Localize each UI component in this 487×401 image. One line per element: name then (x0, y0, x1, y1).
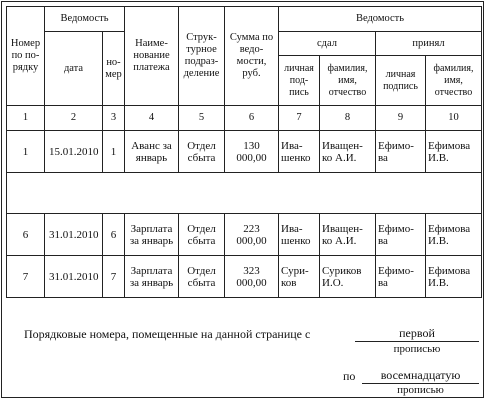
header-payment: Наиме-нование платежа (125, 7, 179, 106)
cell-sign-gave: Ива-шенко (279, 131, 320, 173)
col-number: 9 (376, 106, 426, 131)
cell-name-gave: Иващен-ко А.И. (320, 214, 376, 256)
col-number: 10 (426, 106, 482, 131)
cell-num: 6 (7, 214, 45, 256)
header-sign-gave: личная под-пись (279, 56, 320, 106)
cell-sign-received: Ефимо-ва (376, 131, 426, 173)
cell-sum: 323 000,00 (225, 256, 279, 298)
table-row (7, 256, 482, 298)
cell-date: 15.01.2010 (45, 131, 103, 173)
col-number: 7 (279, 106, 320, 131)
cell-sign-received: Ефимо-ва (376, 214, 426, 256)
footer-text: Порядковые номера, помещенные на данной странице с (24, 327, 311, 341)
col-number: 4 (125, 106, 179, 131)
ledger-table (6, 6, 482, 298)
col-number: 3 (103, 106, 125, 131)
cell-payment: Зарплата за январь (125, 214, 179, 256)
footer-to-hint: прописью (397, 384, 444, 396)
footer-to-label: по (343, 369, 356, 383)
footer-from-hint: прописью (393, 343, 441, 355)
header-received: принял (376, 32, 482, 56)
col-number: 8 (320, 106, 376, 131)
header-vedomost-2: Ведомость (279, 7, 482, 32)
header-num: Номер по по-рядку (7, 7, 45, 106)
header-date: дата (45, 32, 103, 106)
cell-sum: 223 000,00 (225, 214, 279, 256)
footer-to-value: восемнадцатую (362, 368, 479, 384)
cell-num: 1 (7, 131, 45, 173)
cell-name-gave: Суриков И.О. (320, 256, 376, 298)
header-vedomost: Ведомость (45, 7, 125, 32)
cell-nomer: 6 (103, 214, 125, 256)
col-number: 2 (45, 106, 103, 131)
cell-name-received: Ефимова И.В. (426, 214, 482, 256)
cell-sign-gave: Ива-шенко (279, 214, 320, 256)
header-sum: Сумма по ведо-мости, руб. (225, 7, 279, 106)
table-row (7, 214, 482, 256)
cell-dept: Отдел сбыта (179, 131, 225, 173)
footer-from-value: первой (355, 326, 479, 342)
header-sign-received: личная подпись (376, 56, 426, 106)
empty-cell (7, 173, 482, 214)
header-name-gave: фамилия, имя, отчество (320, 56, 376, 106)
cell-nomer: 7 (103, 256, 125, 298)
header-dept: Струк-турное подраз-деление (179, 7, 225, 106)
cell-payment: Аванс за январь (125, 131, 179, 173)
cell-nomer: 1 (103, 131, 125, 173)
col-number: 1 (7, 106, 45, 131)
column-number-row (7, 106, 482, 131)
col-number: 6 (225, 106, 279, 131)
cell-payment: Зарплата за январь (125, 256, 179, 298)
cell-num: 7 (7, 256, 45, 298)
header-name-received: фамилия, имя, отчество (426, 56, 482, 106)
empty-row (7, 173, 482, 214)
col-number: 5 (179, 106, 225, 131)
cell-sum: 130 000,00 (225, 131, 279, 173)
cell-sign-gave: Сури-ков (279, 256, 320, 298)
cell-name-received: Ефимова И.В. (426, 131, 482, 173)
cell-sign-received: Ефимо-ва (376, 256, 426, 298)
table-row (7, 131, 482, 173)
cell-dept: Отдел сбыта (179, 214, 225, 256)
header-nomer: но-мер (103, 32, 125, 106)
cell-dept: Отдел сбыта (179, 256, 225, 298)
cell-name-received: Ефимова И.В. (426, 256, 482, 298)
cell-name-gave: Иващен-ко А.И. (320, 131, 376, 173)
header-gave: сдал (279, 32, 376, 56)
cell-date: 31.01.2010 (45, 256, 103, 298)
cell-date: 31.01.2010 (45, 214, 103, 256)
